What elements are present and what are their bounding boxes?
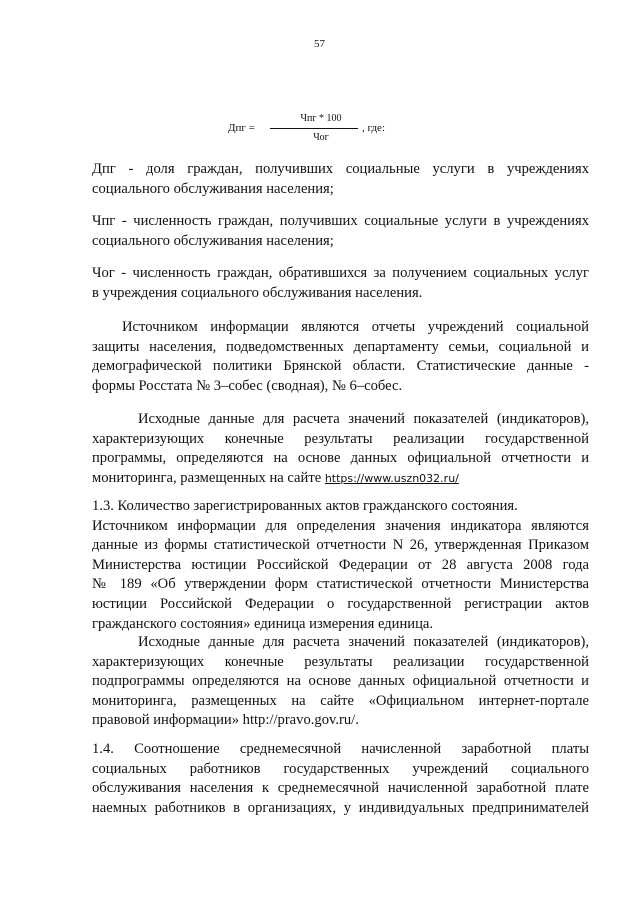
page-number: 57 — [314, 38, 325, 50]
text-line: характеризующих конечные результаты реализации государственной — [92, 430, 589, 447]
text-line — [92, 469, 589, 489]
source-info-paragraph — [92, 318, 589, 396]
text-line: № 189 «Об утверждении форм статистической отчетности Министерства — [92, 576, 589, 593]
formula-lhs: Дпг = — [228, 122, 255, 134]
initial-data-paragraph-2 — [92, 633, 589, 731]
definition-chog — [92, 264, 589, 303]
text-line: Источником информации для определения значения индикатора являются — [92, 517, 589, 534]
text-line: программы, определяются на основе данных официальной отчетности и — [92, 450, 589, 467]
text-line: гражданского состояния» единица измерения единица. — [92, 615, 434, 632]
text-line: 1.4. Соотношение среднемесячной начисленной заработной платы — [92, 741, 589, 757]
initial-data-paragraph-1 — [92, 410, 589, 488]
item-1-3-heading: 1.3. Количество зарегистрированных актов гражданского состояния. — [92, 498, 518, 514]
text-line: обслуживания населения к среднемесячной начисленной заработной плате — [92, 780, 589, 797]
text-line: правовой информации» http://pravo.gov.ru/. — [92, 712, 359, 729]
text-fragment: мониторинга, размещенных на сайте — [92, 469, 325, 486]
definition-dpg — [92, 160, 589, 199]
uszn-link[interactable]: https://www.uszn032.ru/ — [324, 471, 459, 485]
item-1-4 — [92, 740, 589, 818]
text-line: социального обслуживания населения; — [92, 232, 334, 249]
text-line: защиты населения, подведомственных департаменту семьи, социальной и — [92, 338, 589, 355]
text-line: Источником информации являются отчеты учреждений социальной — [122, 319, 589, 335]
text-line: Чог - численность граждан, обратившихся за получением социальных услуг — [92, 265, 589, 281]
fraction-bar — [270, 128, 358, 129]
text-line: подпрограммы определяются на основе данных официальной отчетности и — [92, 673, 589, 690]
text-line: Министерства юстиции Российской Федерации от 28 августа 2008 года — [92, 556, 589, 573]
item-1-3 — [92, 497, 589, 634]
definition-chpg — [92, 212, 589, 251]
formula-denominator: Чог — [313, 132, 329, 143]
text-line: данные из формы статистической отчетности N 26, утвержденная Приказом — [92, 537, 589, 554]
text-line: формы Росстата № 3–собес (сводная), № 6–собес. — [92, 377, 403, 394]
text-line: юстиции Российской Федерации о государственной регистрации актов — [92, 595, 589, 612]
text-line: Дпг - доля граждан, получивших социальные услуги в учреждениях — [92, 161, 589, 177]
text-line: социальных работников государственных учреждений социального — [92, 760, 589, 777]
text-line: мониторинга, размещенных на сайте «Официальном интернет-портале — [92, 692, 589, 709]
text-line: Чпг - численность граждан, получивших социальные услуги в учреждениях — [92, 213, 589, 229]
text-line: Исходные данные для расчета значений показателей (индикаторов), — [138, 634, 589, 650]
text-line: наемных работников в организациях, у индивидуальных предпринимателей — [92, 799, 589, 816]
formula-numerator: Чпг * 100 — [300, 113, 342, 124]
text-line: в учреждения социального обслуживания населения. — [92, 284, 423, 301]
formula-suffix: , где: — [362, 122, 385, 134]
text-line: социального обслуживания населения; — [92, 180, 334, 197]
text-line: демографической политики Брянской области. Статистические данные - — [92, 358, 589, 375]
text-line: Исходные данные для расчета значений показателей (индикаторов), — [138, 411, 589, 427]
text-line: характеризующих конечные результаты реализации государственной — [92, 653, 589, 670]
